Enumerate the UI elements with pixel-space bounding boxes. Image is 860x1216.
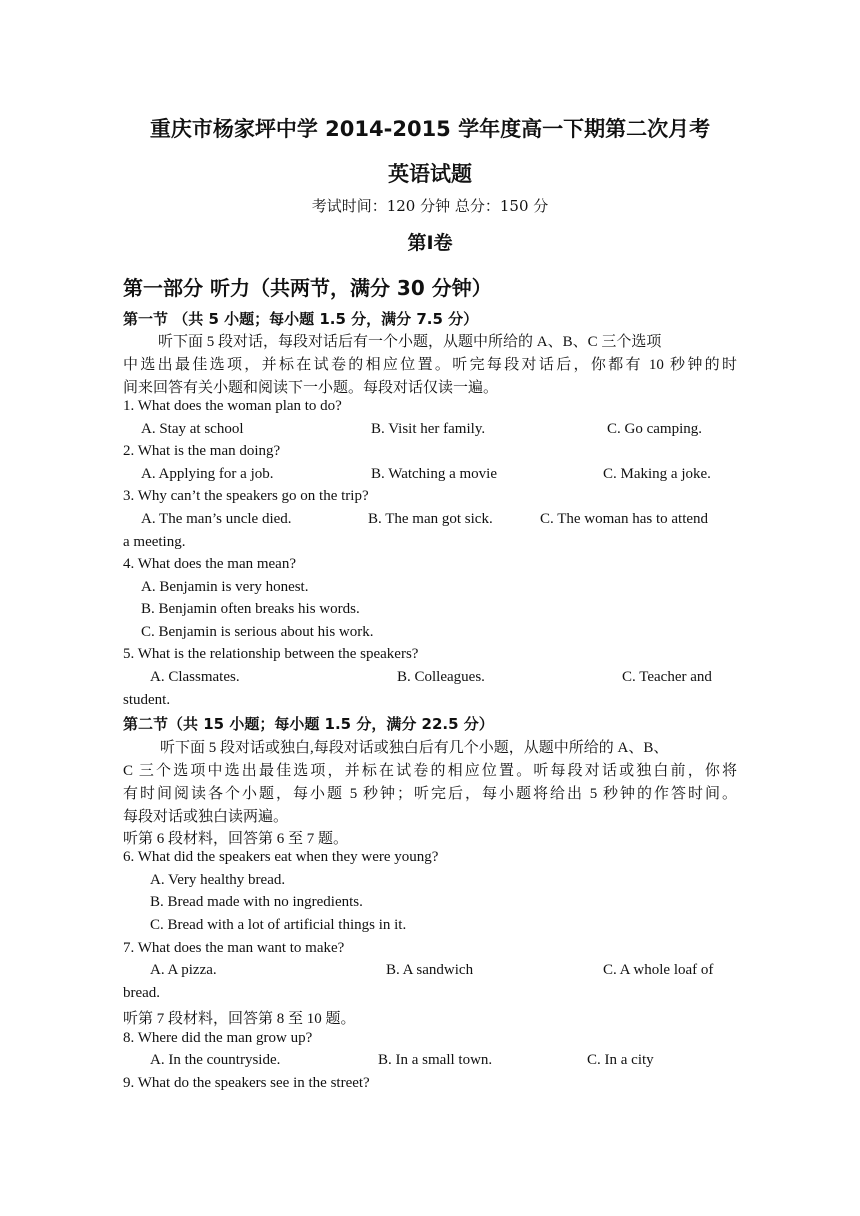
part1-heading: 第一部分 听力（共两节，满分 30 分钟）: [123, 276, 492, 300]
question-7-stem: 7. What does the man want to make?: [123, 940, 345, 956]
question-6-option-a: A. Very healthy bread.: [150, 872, 286, 888]
section1-heading: 第一节 （共 5 小题；每小题 1.5 分，满分 7.5 分）: [123, 310, 479, 328]
question-3-option-c: C. The woman has to attend: [540, 511, 709, 527]
question-6-stem: 6. What did the speakers eat when they were young?: [123, 849, 439, 865]
question-5-option-b: B. Colleagues.: [397, 669, 485, 685]
question-3-option-c-continued: a meeting.: [123, 534, 186, 550]
exam-subtitle: 英语试题: [388, 162, 472, 186]
question-7-option-c: C. A whole loaf of: [603, 962, 714, 978]
material-6-instruction: 听第 6 段材料，回答第 6 至 7 题。: [123, 831, 349, 847]
exam-title: 重庆市杨家坪中学 2014-2015 学年度高一下期第二次月考: [149, 117, 711, 141]
question-3-option-a: A. The man’s uncle died.: [141, 511, 292, 527]
question-2-option-c: C. Making a joke.: [603, 466, 711, 482]
question-7-option-c-continued: bread.: [123, 985, 161, 1001]
question-7-option-a: A. A pizza.: [150, 962, 217, 978]
question-5-stem: 5. What is the relationship between the speakers?: [123, 646, 419, 662]
question-2-stem: 2. What is the man doing?: [123, 443, 281, 459]
question-2-option-b: B. Watching a movie: [371, 466, 497, 482]
question-8-option-a: A. In the countryside.: [150, 1052, 281, 1068]
question-5-option-c: C. Teacher and: [622, 669, 712, 685]
question-4-option-a: A. Benjamin is very honest.: [141, 579, 309, 595]
question-6-option-c: C. Bread with a lot of artificial things in it.: [150, 917, 407, 933]
question-5-option-a: A. Classmates.: [150, 669, 240, 685]
question-8-stem: 8. Where did the man grow up?: [123, 1030, 313, 1046]
section1-instruction-line2: 中选出最佳选项，并标在试卷的相应位置。听完每段对话后，你都有 10 秒钟的时: [123, 357, 737, 373]
question-5-option-c-continued: student.: [123, 692, 171, 708]
question-1-stem: 1. What does the woman plan to do?: [123, 398, 342, 414]
exam-info: 考试时间：120 分钟 总分：150 分: [311, 197, 549, 215]
question-9-stem: 9. What do the speakers see in the street?: [123, 1075, 370, 1091]
question-1-option-b: B. Visit her family.: [371, 421, 486, 437]
section2-instruction-line1: 听下面 5 段对话或独白,每段对话或独白后有几个小题，从题中所给的 A、B、: [160, 740, 669, 756]
question-1-option-c: C. Go camping.: [607, 421, 702, 437]
question-4-option-c: C. Benjamin is serious about his work.: [141, 624, 374, 640]
section1-instruction-line1: 听下面 5 段对话，每段对话后有一个小题，从题中所给的 A、B、C 三个选项: [158, 334, 662, 350]
material-7-instruction: 听第 7 段材料，回答第 8 至 10 题。: [123, 1011, 356, 1027]
section2-instruction-line4: 每段对话或独白读两遍。: [123, 809, 289, 825]
section2-instruction-line3: 有时间阅读各个小题，每小题 5 秒钟；听完后，每小题将给出 5 秒钟的作答时间。: [123, 786, 737, 802]
question-7-option-b: B. A sandwich: [386, 962, 474, 978]
question-8-option-c: C. In a city: [587, 1052, 654, 1068]
question-1-option-a: A. Stay at school: [141, 421, 244, 437]
question-6-option-b: B. Bread made with no ingredients.: [150, 894, 363, 910]
section2-instruction-line2: C 三个选项中选出最佳选项，并标在试卷的相应位置。听每段对话或独白前，你将: [123, 763, 737, 779]
question-3-option-b: B. The man got sick.: [368, 511, 493, 527]
question-2-option-a: A. Applying for a job.: [141, 466, 274, 482]
question-4-option-b: B. Benjamin often breaks his words.: [141, 601, 360, 617]
section1-instruction-line3: 间来回答有关小题和阅读下一小题。每段对话仅读一遍。: [123, 380, 499, 396]
question-4-stem: 4. What does the man mean?: [123, 556, 296, 572]
volume-label: 第Ⅰ卷: [407, 232, 453, 254]
question-8-option-b: B. In a small town.: [378, 1052, 493, 1068]
section2-heading: 第二节（共 15 小题；每小题 1.5 分，满分 22.5 分）: [123, 715, 494, 733]
question-3-stem: 3. Why can’t the speakers go on the trip?: [123, 488, 369, 504]
